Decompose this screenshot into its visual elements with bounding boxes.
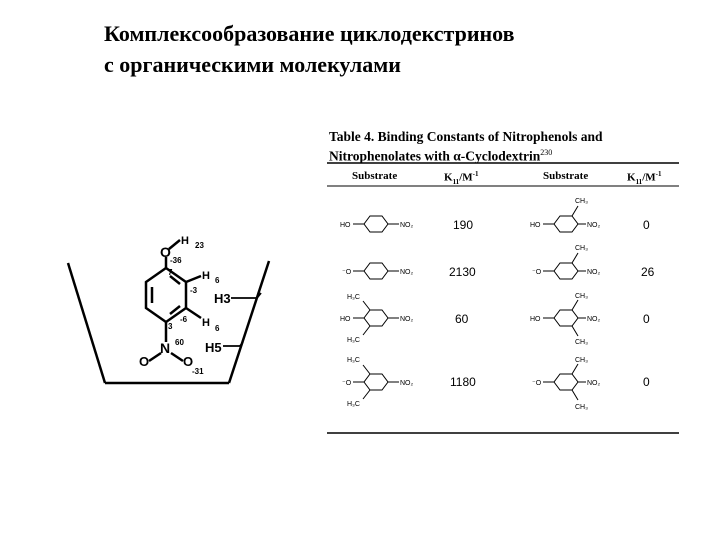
ch3-label: CH₃	[575, 293, 588, 300]
o-value: -36	[170, 256, 182, 265]
row-2-left-k: 2130	[449, 265, 476, 279]
c-para-value: 3	[168, 322, 173, 331]
no2-label: NO₂	[587, 222, 601, 229]
h3-label: H3	[214, 291, 231, 306]
ho-label: HO	[340, 222, 351, 229]
ho-label: HO	[530, 222, 541, 229]
caption-ref: 230	[540, 148, 553, 157]
ho-label: HO	[340, 316, 351, 323]
n-atom-label: N	[160, 340, 171, 356]
row-4-right-k: 0	[643, 375, 650, 389]
h5-label: H5	[205, 340, 222, 355]
o-minus-label: ⁻O	[532, 380, 542, 387]
no2-label: NO₂	[587, 316, 601, 323]
h3c-label: H₃C	[347, 401, 360, 408]
row-3-left-k: 60	[455, 312, 469, 326]
row-1-left-k: 190	[453, 218, 474, 232]
title-line-1: Комплексообразование циклодекстринов	[104, 21, 515, 46]
no2-label: NO₂	[400, 316, 414, 323]
ch3-label: CH₃	[575, 404, 588, 411]
table-rules	[327, 163, 679, 433]
h-top-label: H	[181, 235, 189, 247]
right-structures	[543, 206, 586, 400]
h-top-value: 23	[195, 241, 204, 250]
caption-line-2: Nitrophenolates with α-Cyclodextrin	[329, 148, 541, 164]
o-minus-label: ⁻O	[342, 380, 352, 387]
h3c-label: H₃C	[347, 294, 360, 301]
n-value: 60	[175, 338, 184, 347]
row-4-left-k: 1180	[450, 375, 476, 389]
caption-line-1: Table 4. Binding Constants of Nitrophenols and	[329, 129, 603, 144]
h-meta-value: 6	[215, 324, 220, 333]
o-left-label: O	[139, 354, 150, 369]
no2-label: NO₂	[400, 222, 414, 229]
header-substrate-right: Substrate	[543, 170, 589, 182]
h3c-label: H₃C	[347, 337, 360, 344]
o-atom-label: O	[160, 244, 171, 260]
o-right-value: -31	[192, 367, 204, 376]
ch3-label: CH₃	[575, 245, 588, 252]
no2-label: NO₂	[400, 269, 414, 276]
h-ortho-value: 6	[215, 276, 220, 285]
no2-label: NO₂	[587, 380, 601, 387]
h-meta-label: H	[202, 317, 210, 329]
o-minus-label: ⁻O	[342, 269, 352, 276]
ch3-label: CH₃	[575, 357, 588, 364]
header-k-right: $K_{11}/M^{-1}$	[627, 170, 662, 186]
row-1-right-k: 0	[643, 218, 650, 232]
h-ortho-label: H	[202, 270, 210, 282]
header-k-left: $K_{11}/M^{-1}$	[444, 170, 479, 186]
ch3-label: CH₃	[575, 339, 588, 346]
c-ipso-value: 7	[168, 268, 173, 277]
left-structures	[353, 216, 399, 399]
row-3-right-k: 0	[643, 312, 650, 326]
no2-label: NO₂	[400, 380, 414, 387]
c-meta-value: -6	[180, 315, 188, 324]
o-right-label: O	[183, 354, 194, 369]
h3c-label: H₃C	[347, 357, 360, 364]
no2-label: NO₂	[587, 269, 601, 276]
header-substrate-left: Substrate	[352, 170, 398, 182]
title-line-2: с органическими молекулами	[104, 52, 401, 77]
table-caption	[329, 129, 689, 165]
row-2-right-k: 26	[641, 265, 655, 279]
ch3-label: CH₃	[575, 198, 588, 205]
o-minus-label: ⁻O	[532, 269, 542, 276]
c-ortho-value: -3	[190, 286, 198, 295]
ho-label: HO	[530, 316, 541, 323]
